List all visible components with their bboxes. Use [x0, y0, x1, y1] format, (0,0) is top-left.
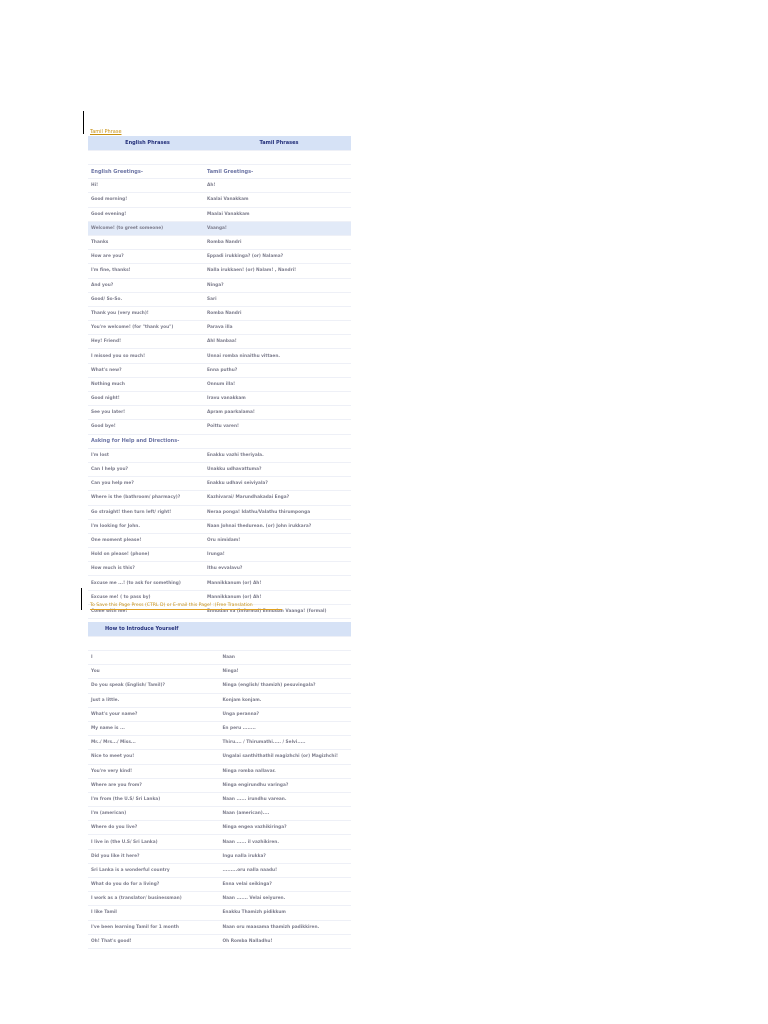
- table-row: [88, 264, 351, 278]
- english-phrase-cell: Go straight! then turn left/ right!: [88, 505, 204, 519]
- english-phrase-cell: Hi!: [88, 179, 204, 193]
- tamil-phrase-cell: Thiru.... / Thirumathi..... / Selvi.....: [220, 736, 352, 750]
- table-row: [88, 448, 351, 462]
- table-header-row: [88, 622, 351, 637]
- tamil-phrase-cell: Kaalai Vanakkam: [204, 193, 351, 207]
- table-row: [88, 321, 351, 335]
- english-phrase-cell: I'm fine, thanks!: [88, 264, 204, 278]
- english-phrase-cell: What's your name?: [88, 707, 220, 721]
- table-row: [88, 665, 351, 679]
- table-row: [88, 764, 351, 778]
- table-row: [88, 151, 351, 165]
- english-phrase-cell: Good night!: [88, 392, 204, 406]
- english-phrase-cell: Sri Lanka is a wonderful country: [88, 863, 220, 877]
- english-phrase-cell: What's new?: [88, 363, 204, 377]
- tamil-phrase-cell: Ennudan va (Informal) Ennudan Vaanga! (formal): [204, 604, 351, 618]
- english-phrase-cell: Can I help you?: [88, 462, 204, 476]
- table-row: [88, 292, 351, 306]
- tamil-phrase-cell: [220, 637, 352, 651]
- tamil-phrase-cell: Sari: [204, 292, 351, 306]
- table-row: [88, 651, 351, 665]
- english-phrase-cell: I'm from (the U.S/ Sri Lanka): [88, 792, 220, 806]
- tamil-phrase-cell: Ahl Nanbaa!: [204, 335, 351, 349]
- table-row: [88, 835, 351, 849]
- table-row: [88, 807, 351, 821]
- table-row: [88, 736, 351, 750]
- tamil-phrase-cell: Oh Romba Nalladhu!: [220, 934, 352, 948]
- tamil-phrase-cell: Naan oru maasama thamizh padikkiren.: [220, 920, 352, 934]
- english-phrase-cell: I live in (the U.S/ Sri Lanka): [88, 835, 220, 849]
- english-phrase-cell: Thanks: [88, 235, 204, 249]
- tamil-phrase-cell: Ah!: [204, 179, 351, 193]
- table-row: [88, 207, 351, 221]
- table-row: [88, 278, 351, 292]
- table-row: [88, 721, 351, 735]
- english-phrase-cell: Mr../ Mrs.../ Miss...: [88, 736, 220, 750]
- tamil-phrase-cell: Ithu evvalavu?: [204, 562, 351, 576]
- english-phrase-cell: Excuse me! ( to pass by): [88, 590, 204, 604]
- english-phrase-cell: Good bye!: [88, 420, 204, 434]
- english-phrase-cell: And you?: [88, 278, 204, 292]
- tamil-phrase-cell: Oru nimidam!: [204, 533, 351, 547]
- tamil-phrase-cell: Ninga?: [204, 278, 351, 292]
- table-row: [88, 562, 351, 576]
- english-phrase-cell: How are you?: [88, 250, 204, 264]
- table-row: [88, 637, 351, 651]
- english-phrase-cell: What do you do for a living?: [88, 878, 220, 892]
- table-row: [88, 906, 351, 920]
- tamil-phrase-cell: Enna velai seikinga?: [220, 878, 352, 892]
- table-row: [88, 849, 351, 863]
- tamil-phrase-cell: Mannikkanum (or) Ah!: [204, 576, 351, 590]
- english-phrase-cell: Oh! That's good!: [88, 934, 220, 948]
- table-row: [88, 505, 351, 519]
- english-phrase-cell: Welcome! (to greet someone): [88, 221, 204, 235]
- tamil-phrase-cell: Maalai Vanakkam: [204, 207, 351, 221]
- table-row: [88, 750, 351, 764]
- tamil-phrase-cell: Naan ...... il vazhikiren.: [220, 835, 352, 849]
- table-row: [88, 335, 351, 349]
- english-phrase-cell: You: [88, 665, 220, 679]
- english-phrase-cell: Good morning!: [88, 193, 204, 207]
- english-phrase-cell: Nothing much: [88, 377, 204, 391]
- table-row: [88, 193, 351, 207]
- english-phrase-cell: Hey! Friend!: [88, 335, 204, 349]
- tamil-phrase-cell: Ungalai santhithathil magizhchi (or) Magizhchi!: [220, 750, 352, 764]
- text-cursor: [83, 111, 84, 134]
- tamil-phrase-cell: Apram paarkalama!: [204, 406, 351, 420]
- column-header-english: English Phrases: [88, 136, 204, 151]
- table-row: [88, 406, 351, 420]
- english-phrase-cell: Where is the (bathroom/ pharmacy)?: [88, 491, 204, 505]
- table-row: [88, 519, 351, 533]
- table-row: [88, 250, 351, 264]
- tamil-phrase-cell: Ninga (english/ thamizh) pesuvingala?: [220, 679, 352, 693]
- text-cursor: [81, 588, 82, 610]
- table-row: [88, 462, 351, 476]
- english-phrase-cell: Hold on please! (phone): [88, 548, 204, 562]
- tamil-phrase-cell: Ninga romba nallavar.: [220, 764, 352, 778]
- table-row: [88, 920, 351, 934]
- english-phrase-cell: I work as a (translator/ businessman): [88, 892, 220, 906]
- column-header-tamil: Tamil Phrases: [204, 136, 351, 151]
- english-phrase-cell: You're welcome! (for "thank you"): [88, 321, 204, 335]
- section-header: How to Introduce Yourself: [88, 622, 351, 637]
- table-row: [88, 821, 351, 835]
- english-phrase-cell: I'm lost: [88, 448, 204, 462]
- english-phrase-cell: Where are you from?: [88, 778, 220, 792]
- english-phrase-cell: You're very kind!: [88, 764, 220, 778]
- table-row: [88, 548, 351, 562]
- tamil-phrase-cell: Tamil Greetings-: [204, 165, 351, 179]
- table-row: [88, 892, 351, 906]
- english-phrase-cell: Where do you live?: [88, 821, 220, 835]
- tamil-phrase-cell: Enakku Thamizh pidikkum: [220, 906, 352, 920]
- table-row: [88, 491, 351, 505]
- tamil-phrase-cell: Enakku vazhi theriyala.: [204, 448, 351, 462]
- tamil-phrase-cell: En peru ........: [220, 721, 352, 735]
- table-row: [88, 165, 351, 179]
- table-row: [88, 576, 351, 590]
- english-phrase-cell: Do you speak (English/ Tamil)?: [88, 679, 220, 693]
- english-phrase-cell: Come with me!: [88, 604, 204, 618]
- english-phrase-cell: Good/ So-So.: [88, 292, 204, 306]
- tamil-phrase-cell: [204, 151, 351, 165]
- english-phrase-cell: Can you help me?: [88, 477, 204, 491]
- english-phrase-cell: I: [88, 651, 220, 665]
- table-row: [88, 221, 351, 235]
- tamil-phrase-cell: Romba Nandri: [204, 306, 351, 320]
- table-row: [88, 693, 351, 707]
- tamil-phrase-cell: Naan ...... irundhu varean.: [220, 792, 352, 806]
- english-phrase-cell: Thank you (very much)!: [88, 306, 204, 320]
- english-phrase-cell: English Greetings-: [88, 165, 204, 179]
- tamil-phrase-cell: Poittu varen!: [204, 420, 351, 434]
- table-row: [88, 477, 351, 491]
- table-row: [88, 707, 351, 721]
- english-phrase-cell: Nice to meet you!: [88, 750, 220, 764]
- table-row: [88, 377, 351, 391]
- tamil-phrase-cell: Naan: [220, 651, 352, 665]
- english-phrase-cell: [88, 637, 220, 651]
- tamil-phrase-cell: Kazhivarai/ Marundhakadai Enga?: [204, 491, 351, 505]
- table-row: [88, 306, 351, 320]
- english-phrase-cell: I like Tamil: [88, 906, 220, 920]
- tamil-phrase-cell: Naan Johnai thedurean. (or) John irukkara?: [204, 519, 351, 533]
- tamil-phrase-link[interactable]: Tamil Phrase: [90, 129, 122, 135]
- english-phrase-cell: Asking for Help and Directions-: [88, 434, 204, 448]
- table-row: [88, 863, 351, 877]
- english-phrase-cell: See you later!: [88, 406, 204, 420]
- table-row: [88, 434, 351, 448]
- tamil-phrase-cell: Eppadi irukkinga? (or) Nalama?: [204, 250, 351, 264]
- tamil-phrase-cell: Ninga!: [220, 665, 352, 679]
- english-phrase-cell: I've been learning Tamil for 1 month: [88, 920, 220, 934]
- tamil-phrase-cell: Onnum illa!: [204, 377, 351, 391]
- tamil-phrase-cell: [204, 434, 351, 448]
- tamil-phrase-cell: Romba Nandri: [204, 235, 351, 249]
- tamil-phrase-cell: Iravu vanakkam: [204, 392, 351, 406]
- tamil-phrase-cell: .........oru nalla naadu!: [220, 863, 352, 877]
- introduce-yourself-table: [88, 622, 351, 949]
- table-row: [88, 420, 351, 434]
- table-row: [88, 792, 351, 806]
- tamil-phrase-cell: Ninga engirundhu varinga?: [220, 778, 352, 792]
- english-phrase-cell: [88, 151, 204, 165]
- table-row: [88, 392, 351, 406]
- english-phrase-cell: Just a little.: [88, 693, 220, 707]
- english-phrase-cell: One moment please!: [88, 533, 204, 547]
- english-phrase-cell: Good evening!: [88, 207, 204, 221]
- tamil-phrase-cell: Vaanga!: [204, 221, 351, 235]
- table-row: [88, 363, 351, 377]
- tamil-phrase-cell: Mannikkanum (or) Ah!: [204, 590, 351, 604]
- tamil-phrase-cell: Ninga engea vazhikiringa?: [220, 821, 352, 835]
- tamil-phrase-cell: Konjam konjam.: [220, 693, 352, 707]
- tamil-phrase-cell: Unga peranna?: [220, 707, 352, 721]
- table-row: [88, 179, 351, 193]
- english-phrase-cell: I'm looking for John.: [88, 519, 204, 533]
- tamil-phrase-cell: Irunga!: [204, 548, 351, 562]
- english-phrase-cell: I'm (american): [88, 807, 220, 821]
- tamil-phrase-cell: Unnai romba ninaithu vittaen.: [204, 349, 351, 363]
- english-phrase-cell: My name is ...: [88, 721, 220, 735]
- english-phrase-cell: How much is this?: [88, 562, 204, 576]
- table-row: [88, 235, 351, 249]
- tamil-phrase-cell: Nalla irukkaen! (or) Nalam! , Nandri!: [204, 264, 351, 278]
- table-row: [88, 934, 351, 948]
- phrases-table: [88, 136, 351, 619]
- tamil-phrase-cell: Naan (american)....: [220, 807, 352, 821]
- table-row: [88, 349, 351, 363]
- tamil-phrase-cell: Neraa ponga! Idathu/Valathu thirumponga: [204, 505, 351, 519]
- english-phrase-cell: Did you like it here?: [88, 849, 220, 863]
- tamil-phrase-cell: Parava illa: [204, 321, 351, 335]
- tamil-phrase-cell: Unakku udhavattuma?: [204, 462, 351, 476]
- table-row: [88, 878, 351, 892]
- tamil-phrase-cell: Naan ....... Velai seiyuren.: [220, 892, 352, 906]
- table-row: [88, 533, 351, 547]
- save-page-link[interactable]: To Save this Page Press (CTRL D) or E-mail this Page! :)Free Translation: [90, 602, 282, 610]
- tamil-phrase-cell: Enakku udhavi seiviyala?: [204, 477, 351, 491]
- english-phrase-cell: I missed you so much!: [88, 349, 204, 363]
- table-header-row: [88, 136, 351, 151]
- table-row: [88, 679, 351, 693]
- tamil-phrase-cell: Ingu nalla irukka?: [220, 849, 352, 863]
- table-row: [88, 778, 351, 792]
- tamil-phrase-cell: Enna puthu?: [204, 363, 351, 377]
- english-phrase-cell: Excuse me ...! (to ask for something): [88, 576, 204, 590]
